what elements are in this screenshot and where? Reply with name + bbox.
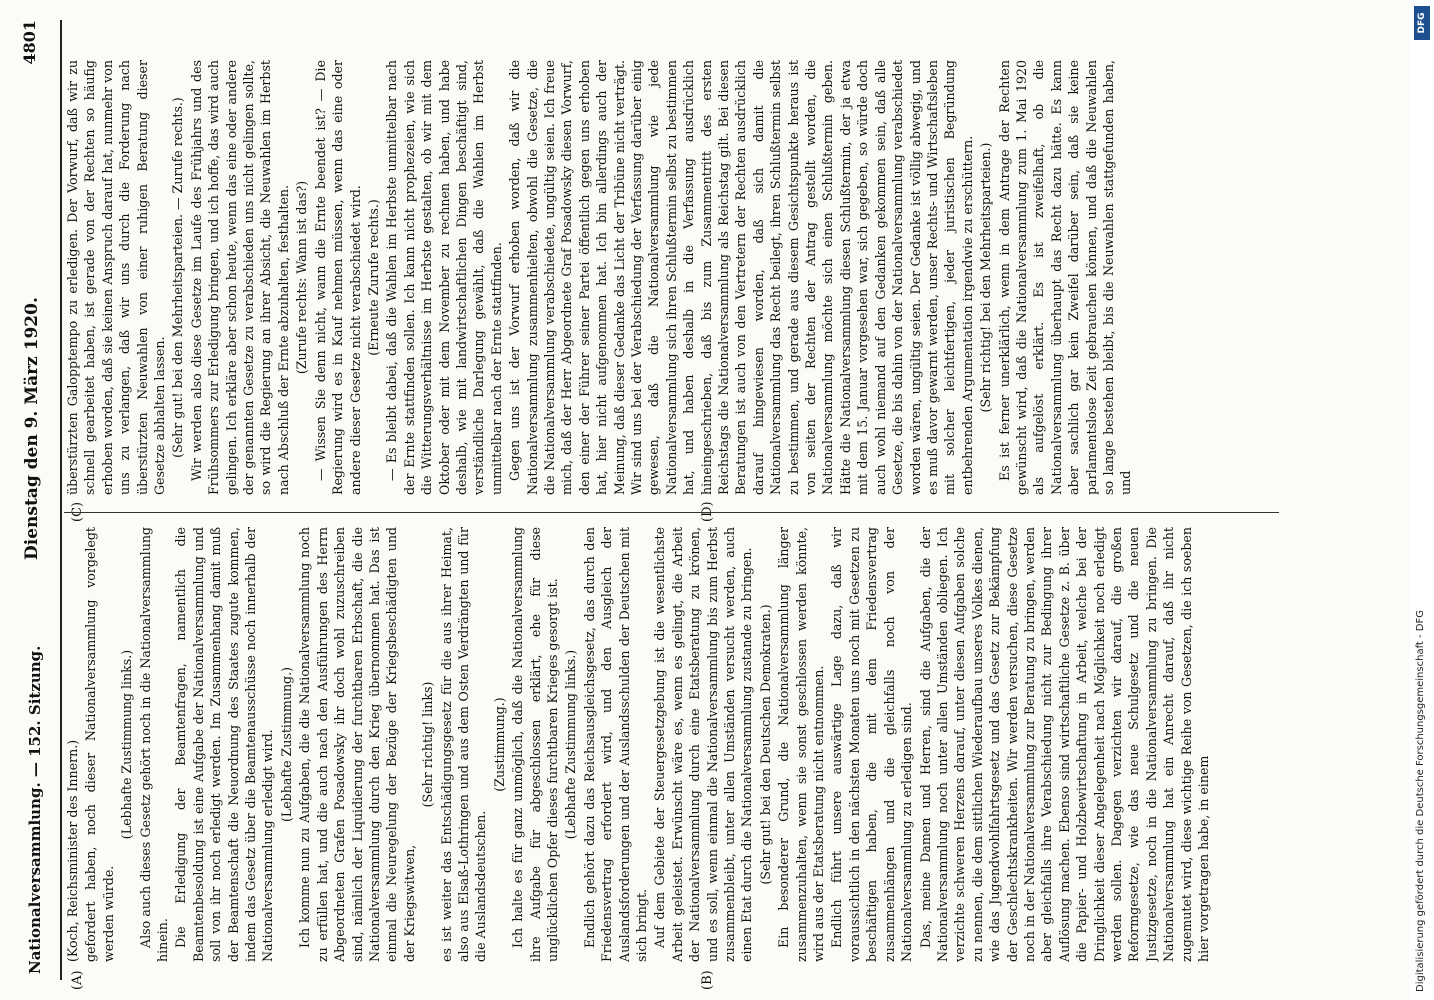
running-head-left: Nationalversammlung. — 152. Sitzung.: [26, 645, 44, 974]
paragraph: Also auch dieses Gesetz gehört noch in die Nationalversammlung hinein.: [137, 527, 171, 962]
interjection: (Lebhafte Zustimmung links.): [563, 649, 579, 840]
paragraph: Die Erledigung der Beamtenfragen, namentlich die Beamtenbesoldung ist eine Aufgabe der Nationalversammlung und soll von ihr noch erledigt werden. Im Zusammenhang damit muß der Beamtenschaft die Neuordnung des Staates zugute kommen, indem das Gesetz über die Beamtenausschüsse noch innerhalb der Nationalversammlung erledigt wird.: [173, 527, 276, 962]
interjection: (Sehr gut! bei den Deutschen Demokraten.): [757, 604, 773, 885]
interjection: (Sehr gut! bei den Mehrheitsparteien. — Zurufe rechts.): [170, 97, 186, 458]
interjection: (Erneute Zurufe rechts.): [365, 199, 381, 356]
interjection: (Lebhafte Zustimmung.): [278, 666, 294, 823]
margin-marker-b: (B): [700, 970, 715, 990]
running-head-date: Dienstag den 9. März 1920.: [22, 297, 42, 560]
interjection: (Sehr richtig! links): [420, 681, 436, 808]
paragraph: Gegen uns ist der Vorwurf erhoben worden, daß wir die Nationalversammlung zusammenhielten, obwohl die Gesetze, die die Nationalversammlung verabschiedete, ungültig seien. Ich freue mich, daß der Herr Abgeordnete Graf Posadowsky diesen Vorwurf, den einer der Führer seiner Partei öffentlich gegen uns erhoben hat, hier nicht aufgenommen hat. Ich bin allerdings auch der Meinung, daß dieser Gedanke das Licht der Tribüne nicht verträgt. Wir sind uns bei der Verabschiedung der Verfassung darüber einig gewesen, daß die Nationalversammlung wie jede Nationalversammlung sich ihren Schlußtermin selbst zu bestimmen hat, und haben deshalb in die Verfassung ausdrücklich hineingeschrieben, daß bis zum Zusammentritt des ersten Reichstags die Nationalversammlung als Reichstag gilt. Bei diesen Beratungen ist auch von den Vertretern der Rechten ausdrücklich darauf hingewiesen worden, daß sich damit die Nationalversammlung das Recht beilegt, ihren Schlußtermin selbst zu bestimmen, und gerade aus diesem Gesichtspunkte heraus ist von seiten der Rechten der Antrag gestellt worden, die Nationalversammlung möchte sich einen Schlußtermin geben. Hätte die Nationalversammlung diesen Schlußtermin, der ja etwa mit dem 15. Januar vorgesehen war, sich gegeben, so würde doch auch wohl niemand auf den Gedanken gekommen sein, daß alle Gesetze, die bis dahin von der Nationalversammlung verabschiedet worden wären, ungültig seien. Der Gedanke ist völlig abwegig, und es muß davor gewarnt werden, unser Rechts- und Wirtschaftsleben mit solcher leichtfertigen, jeder juristischen Begründung entbehrenden Argumentation irgendwie zu erschüttern.: [507, 60, 975, 495]
paragraph: Das, meine Damen und Herren, sind die Aufgaben, die der Nationalversammlung noch unter allen Umständen obliegen. Ich verzichte schweren Herzens darauf, unter diesen Aufgaben solche zu nennen, die dem sittlichen Wiederaufbau unseres Volkes dienen, wie das Jugendwohlfahrtsgesetz und das Gesetz zur Bekämpfung der Geschlechtskrankheiten. Wir werden versuchen, diese Gesetze noch in der Nationalversammlung zur Beratung zu bringen, werden aber gleichfalls ihre Verabschiedung nicht zur Bedingung ihrer Auflösung machen. Ebenso sind wirtschaftliche Gesetze z. B. über die Papier- und Holzbewirtschaftung in Arbeit, welche bei der Dringlichkeit dieser Angelegenheit nach Möglichkeit noch erledigt werden sollen. Dagegen verzichten wir darauf, die großen Reformgesetze, wie das neue Schulgesetz und die neuen Justizgesetze, noch in die Nationalversammlung zu bringen. Die Nationalversammlung hat ein Anrecht darauf, daß ihr nicht zugemutet wird, diese wichtige Reihe von Gesetzen, die ich soeben hier vorgetragen habe, in einem: [917, 527, 1211, 962]
header-rule: [60, 20, 62, 980]
paragraph: gefordert haben, noch dieser Nationalversammlung vorgelegt werden würde.: [83, 527, 116, 962]
paragraph: — Es bleibt dabei, daß die Wahlen im Herbste unmittelbar nach der Ernte stattfinden sollen. Ich kann nicht prophezeien, wie sich die Witterungsverhältnisse im Herbste gestalten, ob wir mit dem Oktober oder mit dem November zu rechnen haben, und habe deshalb, wie mit landwirtschaftlichen Dingen beschäftigt sind, verständliche Darlegung gewählt, daß die Wahlen im Herbst unmittelbar nach der Ernte stattfinden.: [384, 60, 504, 495]
paragraph: Ein besonderer Grund, die Nationalversammlung länger zusammenzuhalten, wenn sie sonst geschlossen werden könnte, wird aus der Etatsberatung nicht entnommen.: [776, 527, 827, 962]
paragraph: Wir werden also diese Gesetze im Laufe des Frühjahrs und des Frühsommers zur Erledigung bringen, und ich hoffe, das wird auch gelingen. Ich erkläre aber schon heute, wenn das eine oder andere der genannten Gesetze zu verabschieden uns nicht gelingen sollte, so wird die Regierung an ihrer Absicht, die Neuwahlen im Herbst nach Abschluß der Ernte abzuhalten, festhalten.: [188, 60, 291, 495]
page-number: 4801: [20, 20, 39, 65]
paragraph: Ich halte es für ganz unmöglich, daß die Nationalversammlung ihre Aufgabe für abgeschlossen erklärt, ehe für diese unglücklichen Opfer dieses furchtbaren Krieges gesorgt ist.: [510, 527, 560, 962]
dfg-logo-text: DFG: [1417, 12, 1427, 34]
digitization-credit: [1412, 8, 1430, 992]
paragraph: Endlich gehört dazu das Reichsausgleichsgesetz, das durch den Friedensvertrag erfordert wird, und den Ausgleich der Auslandsforderungen und der Auslandsschulden der Deutschen mit sich bringt.: [581, 527, 649, 962]
paragraph: Auf dem Gebiete der Steuergesetzgebung ist die wesentlichste Arbeit geleistet. Erwünscht wäre es, wenn es gelingt, die Arbeit der Nationalversammlung durch eine Etatsberatung zu krönen, und es soll, wenn einmal die Nationalversammlung bis zum Herbst zusammenbleibt, unter allen Umständen versucht werden, auch einen Etat durch die Nationalversammlung zustande zu bringen.: [652, 527, 755, 962]
speaker-line: (Koch, Reichsminister des Innern.): [65, 739, 80, 962]
interjection: (Zustimmung.): [491, 697, 507, 792]
interjection: (Lebhafte Zustimmung links.): [119, 649, 135, 840]
paragraph: es ist weiter das Entschädigungsgesetz für die aus ihrer Heimat, also aus Elsaß-Lothringen und aus dem Osten Verdrängten und für die Auslandsdeutschen.: [438, 527, 489, 962]
credit-text: Digitalisierung gefördert durch die Deutsche Forschungsgemeinschaft - DFG: [1415, 609, 1426, 992]
paragraph: Ich komme nun zu Aufgaben, die die Nationalversammlung noch zu erfüllen hat, und die auch nach den Ausführungen des Herrn Abgeordneten Grafen Posadowsky ihr doch wohl zuzuschreiben sind, nämlich der Liquidierung der furchtbaren Erbschaft, die die Nationalversammlung durch den Krieg übernommen hat. Das ist einmal die Neuregelung der Bezüge der Kriegsbeschädigten und der Kriegswitwen,: [297, 527, 417, 962]
right-column: [64, 60, 1284, 495]
paragraph: Endlich führt unsere auswärtige Lage dazu, daß wir voraussichtlich in den nächsten Monaten uns noch mit Gesetzen zu beschäftigen haben, die mit dem Friedensvertrag zusammenhängen und die gleichfalls noch von der Nationalversammlung zu erledigen sind.: [829, 527, 915, 962]
margin-marker-c: (C): [70, 501, 85, 522]
column-divider: [64, 512, 1279, 513]
interjection: (Sehr richtig! bei den Mehrheitsparteien.): [978, 142, 994, 413]
interjection: (Zurufe rechts: Wann ist das?): [294, 180, 310, 375]
left-column: [64, 527, 1284, 962]
paragraph: — Wissen Sie denn nicht, wann die Ernte beendet ist? — Die Regierung wird es in Kauf nehmen müssen, wenn das eine oder andere dieser Gesetze nicht verabschiedet wird.: [312, 60, 363, 495]
paragraph: überstürzten Galopptempo zu erledigen. Der Vorwurf, daß wir zu schnell gearbeitet haben, ist gerade von der Rechten so häufig erhoben worden, daß sie keinen Anspruch darauf hat, nunmehr von uns zu verlangen, daß wir uns durch die Forderung nach überstürzten Neuwahlen von einer ruhigen Beratung dieser Gesetze abhalten lassen.: [65, 60, 168, 495]
margin-marker-d: (D): [700, 501, 715, 522]
margin-marker-a: (A): [70, 970, 85, 990]
paragraph: Es ist ferner unerklärlich, wenn in dem Antrage der Rechten gewünscht wird, daß die Nationalversammlung zum 1. Mai 1920 als aufgelöst erklärt. Es ist zweifelhaft, ob die Nationalversammlung überhaupt das Recht dazu hätte. Es kann aber sachlich gar kein Zweifel darüber sein, daß sie keine parlamentslose Zeit gebrauchen können, und daß die Neuwahlen so lange bestehen bleibt, bis die Neuwahlen stattgefunden haben, und: [996, 60, 1134, 495]
